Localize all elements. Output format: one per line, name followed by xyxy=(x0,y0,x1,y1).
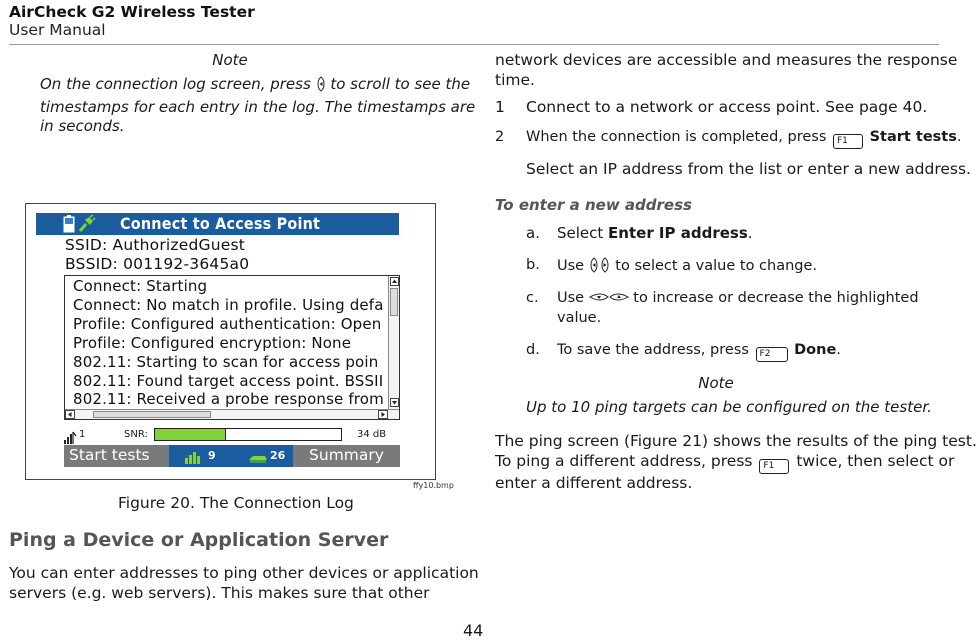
document-title: AirCheck G2 Wireless Tester xyxy=(9,3,255,21)
scroll-left-arrow-icon[interactable] xyxy=(65,410,75,419)
active-softkey-group[interactable] xyxy=(169,445,293,467)
step-number: 2 xyxy=(495,129,505,145)
plug-icon xyxy=(77,215,95,237)
substep-label: c. xyxy=(526,290,539,306)
image-filename: ffy10.bmp xyxy=(413,481,454,490)
left-right-arrows-icon xyxy=(316,76,326,98)
substep-label: d. xyxy=(526,342,540,358)
device-count: 26 xyxy=(270,449,286,462)
summary-softkey[interactable]: Summary xyxy=(293,445,400,467)
figure-caption: Figure 20. The Connection Log xyxy=(118,494,354,512)
f2-key-icon: F2 xyxy=(756,347,788,362)
paragraph-line: time. xyxy=(495,70,535,89)
paragraph-line: servers (e.g. web servers). This makes sure that other xyxy=(9,583,430,602)
f1-key-icon: F1 xyxy=(759,459,789,474)
step-2: 2 When the connection is completed, press F1 Start tests. xyxy=(495,129,504,145)
network-bars-icon xyxy=(185,450,205,468)
log-entry: 802.11: Received a probe response from xyxy=(73,390,393,408)
note-line-3: in seconds. xyxy=(40,117,125,135)
step-2-detail: Select an IP address from the list or enter a new address. xyxy=(526,160,971,178)
document-subtitle: User Manual xyxy=(9,21,106,39)
note-line-1a: On the connection log screen, press xyxy=(40,75,316,93)
scroll-down-arrow-icon[interactable] xyxy=(390,398,399,407)
substep-label: a. xyxy=(526,224,540,242)
paragraph-line: enter a different address. xyxy=(495,473,693,492)
paragraph-line: network devices are accessible and measures the response xyxy=(495,51,958,69)
note-body xyxy=(40,75,476,137)
snr-value: 34 dB xyxy=(357,429,387,440)
note-body: Up to 10 ping targets can be configured on the tester. xyxy=(526,398,932,416)
step-1 xyxy=(495,98,928,118)
snr-bar-fill xyxy=(155,429,226,440)
scroll-thumb[interactable] xyxy=(390,288,398,316)
substep-b: b. Use to select a value to change. xyxy=(526,257,540,273)
substep-label: b. xyxy=(526,257,540,273)
snr-label: SNR: xyxy=(124,429,148,440)
step-text: Connect to a network or access point. See page 40. xyxy=(526,98,928,116)
note-heading: Note xyxy=(698,374,734,392)
subheading: To enter a new address xyxy=(495,196,692,214)
connection-log xyxy=(64,275,400,420)
section-paragraph xyxy=(9,564,479,603)
paragraph-line: You can enter addresses to ping other devices or application xyxy=(9,564,479,582)
note-line-1b: to scroll to see the xyxy=(325,75,471,93)
left-right-arrow-keys-icon xyxy=(589,257,611,277)
start-tests-softkey[interactable]: Start tests xyxy=(64,445,169,467)
device-softkey-bar xyxy=(64,445,400,467)
device-title-bar xyxy=(36,213,399,235)
ping-paragraph xyxy=(495,432,977,493)
step-text: When the connection is completed, press xyxy=(526,129,831,145)
scroll-thumb[interactable] xyxy=(93,411,211,418)
log-entry: Connect: No match in profile. Using defa xyxy=(73,296,384,314)
paragraph-line: To ping a different address, press xyxy=(495,451,758,470)
page-number: 44 xyxy=(463,621,484,640)
step-number: 1 xyxy=(495,98,505,116)
log-entry: 802.11: Found target access point. BSSII xyxy=(73,372,384,390)
snr-bar xyxy=(154,428,342,441)
scroll-up-arrow-icon[interactable] xyxy=(390,277,399,286)
step-bold: Start tests xyxy=(869,129,957,145)
log-entry: Connect: Starting xyxy=(73,277,208,295)
section-heading: Ping a Device or Application Server xyxy=(9,529,389,551)
intro-paragraph xyxy=(495,51,957,90)
substep-d: d. To save the address, press F2 Done. xyxy=(526,342,540,358)
paragraph-line: twice, then select or xyxy=(791,451,955,470)
log-horizontal-scrollbar[interactable] xyxy=(65,409,399,419)
antenna-number: 1 xyxy=(79,429,86,440)
log-entry: 802.11: Starting to scan for access poin xyxy=(73,353,379,371)
battery-icon xyxy=(63,215,75,237)
scroll-right-arrow-icon[interactable] xyxy=(378,410,388,419)
note-heading: Note xyxy=(212,51,248,69)
substep-c: c. Use to increase or decrease the highlighted value. xyxy=(526,290,919,326)
device-bssid: BSSID: 001192-3645a0 xyxy=(65,255,250,273)
substep-a: a. Select Enter IP address. xyxy=(526,224,753,242)
network-count: 9 xyxy=(208,449,216,462)
log-entry: Profile: Configured authentication: Open xyxy=(73,315,382,333)
device-icon xyxy=(248,450,268,468)
substep-bold: Done xyxy=(794,342,837,358)
substep-bold: Enter IP address xyxy=(608,224,748,242)
log-entry: Profile: Configured encryption: None xyxy=(73,334,352,352)
device-ssid: SSID: AuthorizedGuest xyxy=(65,236,246,254)
device-title: Connect to Access Point xyxy=(120,214,321,233)
paragraph-line: The ping screen (Figure 21) shows the results of the ping test. xyxy=(495,432,977,450)
f1-key-icon: F1 xyxy=(833,134,863,149)
device-status-bar xyxy=(64,426,400,444)
header-divider xyxy=(9,44,939,45)
log-vertical-scrollbar[interactable] xyxy=(388,276,399,409)
note-line-2: timestamps for each entry in the log. The timestamps are xyxy=(40,97,476,116)
up-down-arrow-keys-icon xyxy=(589,293,629,309)
